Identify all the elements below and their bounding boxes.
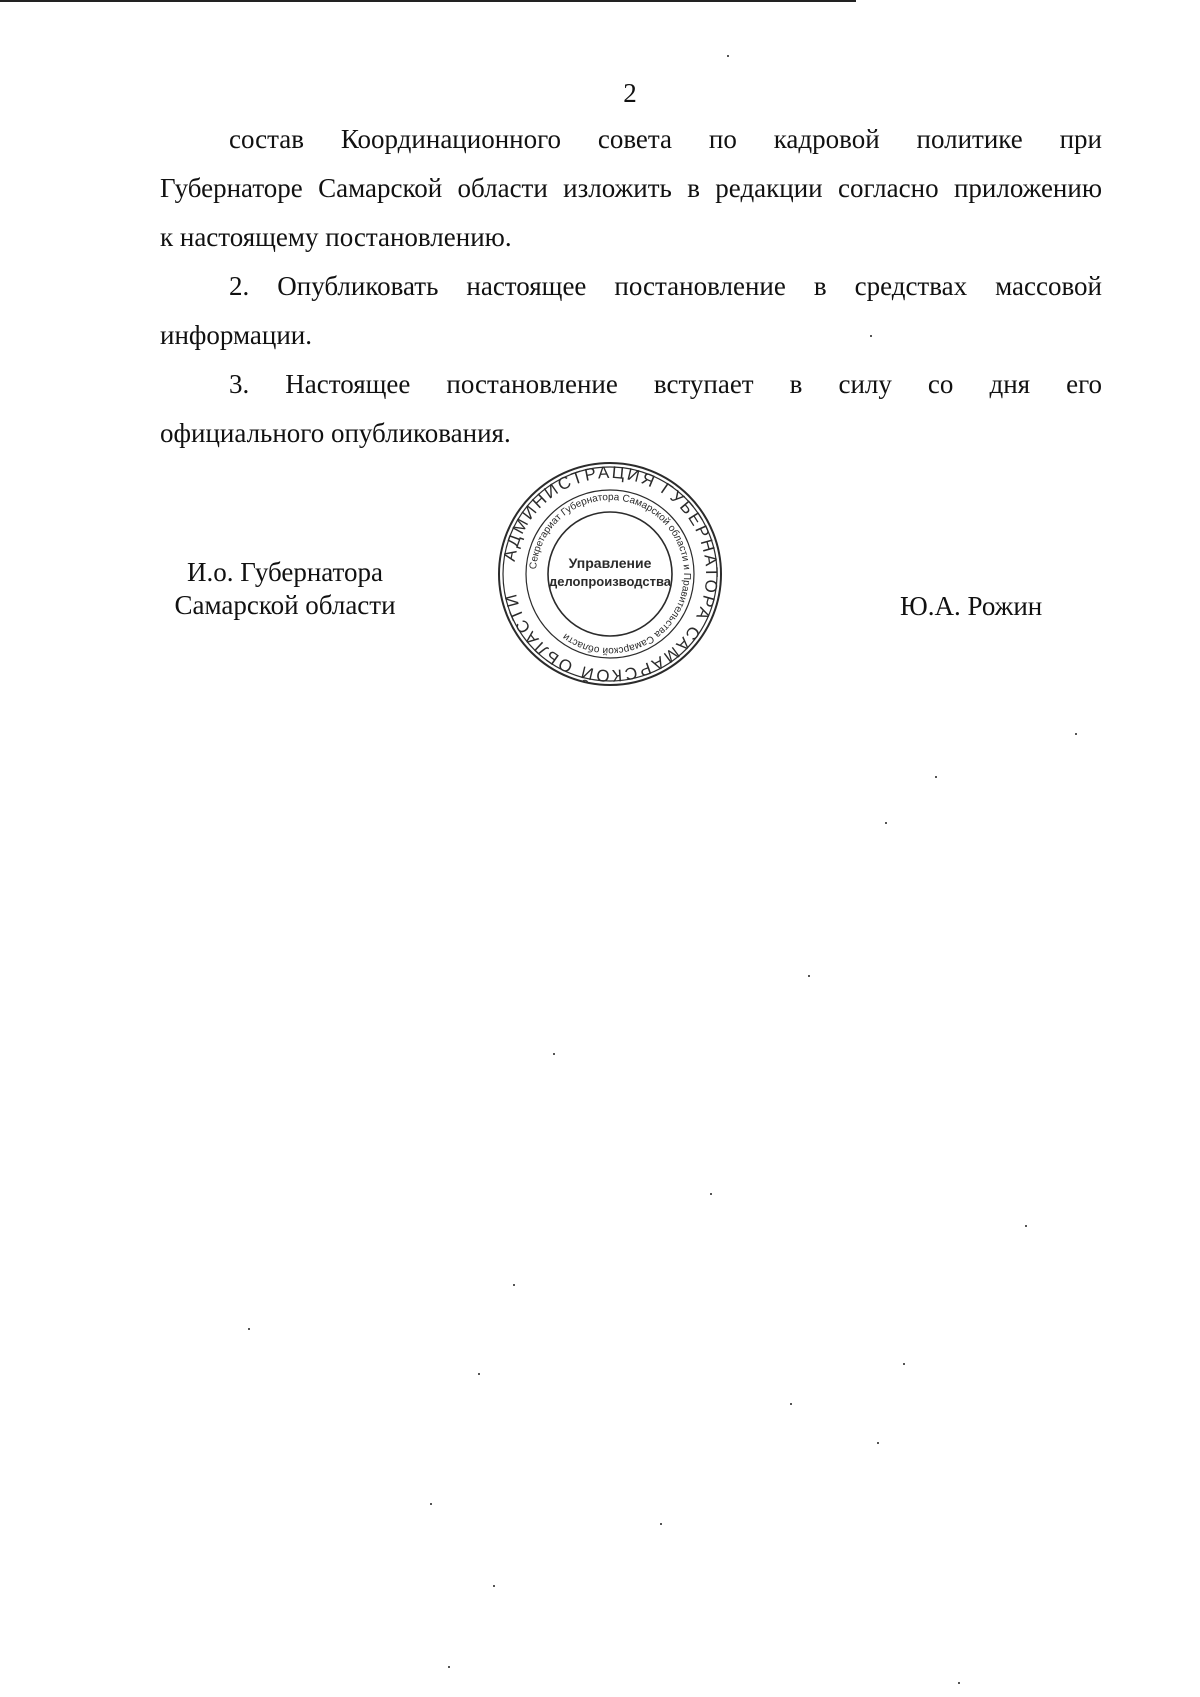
scan-speck — [870, 335, 872, 337]
scan-speck — [493, 1585, 495, 1587]
top-border-line — [0, 0, 856, 2]
document-body — [160, 115, 1102, 458]
paragraph-2-line-1: 2. Опубликовать настоящее постановление в средствах массовой — [229, 271, 1102, 301]
signatory-title-line-1: И.о. Губернатора — [186, 557, 383, 587]
seal-center-line-2: делопроизводства — [548, 574, 672, 589]
scan-speck — [553, 1053, 555, 1055]
paragraph-1-line-2: Губернаторе Самарской области изложить в редакции согласно приложению — [160, 173, 1102, 203]
signatory-name: Ю.А. Рожин — [900, 591, 1043, 621]
signatory-title — [150, 556, 420, 622]
paragraph-3-line-2: официального опубликования. — [160, 418, 511, 448]
scan-speck — [660, 1523, 662, 1525]
paragraph-1-line-3: к настоящему постановлению. — [160, 222, 512, 252]
paragraph-3-line-1: 3. Настоящее постановление вступает в силу со дня его — [229, 369, 1102, 399]
official-seal-stamp — [496, 460, 724, 688]
scan-speck — [478, 1373, 480, 1375]
paragraph-3 — [160, 360, 1102, 458]
scan-speck — [790, 1403, 792, 1405]
seal-outer-text: АДМИНИСТРАЦИЯ ГУБЕРНАТОРА САМАРСКОЙ ОБЛАСТИ — [499, 462, 722, 686]
paragraph-1-line-1: состав Координационного совета по кадровой политике при — [229, 124, 1102, 154]
scan-speck — [808, 975, 810, 977]
scan-speck — [448, 1666, 450, 1668]
signatory-title-line-2: Самарской области — [174, 590, 396, 620]
scan-speck — [903, 1363, 905, 1365]
paragraph-1 — [160, 115, 1102, 262]
scan-speck — [958, 1682, 960, 1684]
scan-speck — [248, 1328, 250, 1330]
seal-center-line-1: Управление — [568, 555, 652, 571]
scan-speck — [430, 1503, 432, 1505]
page-number: 2 — [623, 78, 637, 108]
paragraph-2 — [160, 262, 1102, 360]
scan-speck — [1075, 733, 1077, 735]
scan-speck — [727, 55, 729, 57]
seal-middle-text: Секретариат Губернатора Самарской области и Правительства Самарской области — [528, 491, 693, 657]
scan-speck — [877, 1442, 879, 1444]
scan-speck — [885, 822, 887, 824]
scan-speck — [935, 776, 937, 778]
paragraph-2-line-2: информации. — [160, 320, 312, 350]
scan-speck — [513, 1284, 515, 1286]
scan-speck — [710, 1193, 712, 1195]
scan-speck — [1025, 1225, 1027, 1227]
